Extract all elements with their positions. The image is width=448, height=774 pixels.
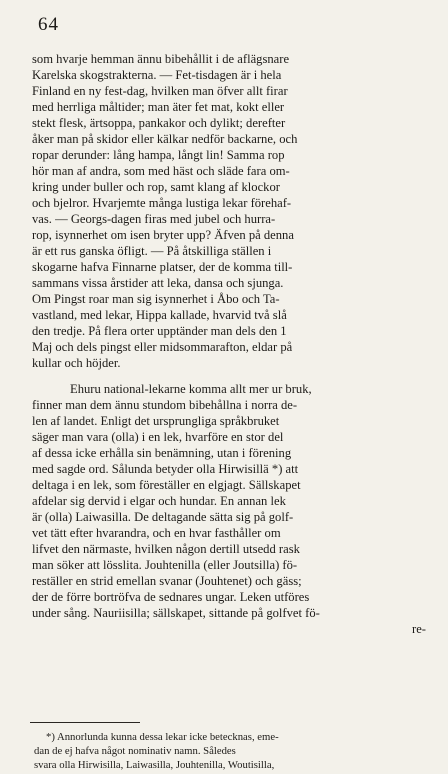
text-line: åker man på skidor eller kälkar nedför backarne, och	[32, 132, 298, 146]
text-line: sammans vissa årstider att leka, dansa och sjunga.	[32, 276, 284, 290]
text-line: Om Pingst roar man sig isynnerhet i Åbo och Ta-	[32, 292, 280, 306]
catchword: re-	[412, 622, 426, 636]
text-line: rop, isynnerhet om isen bryter upp? Äfven på denna	[32, 228, 294, 242]
text-line: reställer en strid emellan svanar (Jouhtenet) och gäss;	[32, 574, 302, 588]
page-number: 64	[38, 14, 59, 35]
footnote-line: svara olla Hirwisilla, Laiwasilla, Jouhtenilla, Woutisilla,	[34, 759, 275, 771]
footnote-line: *) Annorlunda kunna dessa lekar icke betecknas, eme-	[46, 731, 279, 743]
text-line: deltaga i en lek, som föreställer en elgjagt. Sällskapet	[32, 478, 301, 492]
text-line: vas. — Georgs-dagen firas med jubel och hurra-	[32, 212, 276, 226]
text-line: skogarne hafva Finnarne platser, der de komma till-	[32, 260, 293, 274]
text-line: af dessa icke erhålla sin benämning, utan i förening	[32, 446, 292, 460]
text-line: och bjelror. Hvarjemte många lustiga lekar förehaf-	[32, 196, 292, 210]
text-line: kullar och höjder.	[32, 356, 121, 370]
text-line: stekt flesk, ärtsoppa, pankakor och dylikt; derefter	[32, 116, 286, 130]
text-line: den tredje. På flera orter upptänder man dels den 1	[32, 324, 287, 338]
text-line: ropar derunder: lång hampa, långt lin! Samma rop	[32, 148, 285, 162]
footnote-rule	[30, 722, 140, 723]
footnote-line: dan de ej hafva något nominativ namn. Således	[34, 745, 236, 757]
text-line: är ett rus ganska öfligt. — På åtskilliga ställen i	[32, 244, 272, 258]
text-line: med herrliga måltider; man äter fet mat, kokt eller	[32, 100, 285, 114]
text-line: afdelar sig dervid i elgar och hundar. En annan lek	[32, 494, 286, 508]
text-line: säger man vara (olla) i en lek, hvarföre en stor del	[32, 430, 284, 444]
text-line: man söker att lösslita. Jouhtenilla (eller Joutsilla) fö-	[32, 558, 298, 572]
text-line: finner man dem ännu stundom bibehållna i norra de-	[32, 398, 298, 412]
text-line: lifvet den närmaste, hvilken någon dertill utsedd rask	[32, 542, 300, 556]
text-line: der de förre bortröfva de sednares ungar. Leken utföres	[32, 590, 310, 604]
text-line: Finland en ny fest-dag, hvilken man öfver allt firar	[32, 84, 288, 98]
text-line: hör man af andra, som med häst och släde fara om-	[32, 164, 290, 178]
text-line: len af landet. Enligt det ursprungliga språkbruket	[32, 414, 280, 428]
text-line: under sång. Nauriisilla; sällskapet, sittande på golfvet fö-	[32, 606, 320, 620]
text-line: som hvarje hemman ännu bibehållit i de aflägsnare	[32, 52, 290, 66]
text-line: vastland, med lekar, Hippa kallade, hvarvid två slå	[32, 308, 287, 322]
text-line: Karelska skogstrakterna. — Fet-tisdagen är i hela	[32, 68, 282, 82]
text-line: kring under buller och rop, samt klang af klockor	[32, 180, 280, 194]
text-line: vet tätt efter hvarandra, och en hvar fasthåller om	[32, 526, 281, 540]
text-line: är (olla) Laiwasilla. De deltagande sätta sig på golf-	[32, 510, 294, 524]
text-line: med sagde ord. Sålunda betyder olla Hirwisillä *) att	[32, 462, 299, 476]
paragraph-start-line: Ehuru national-lekarne komma allt mer ur bruk,	[70, 382, 312, 396]
text-line: Maj och dels pingst eller midsommarafton, eldar på	[32, 340, 293, 354]
